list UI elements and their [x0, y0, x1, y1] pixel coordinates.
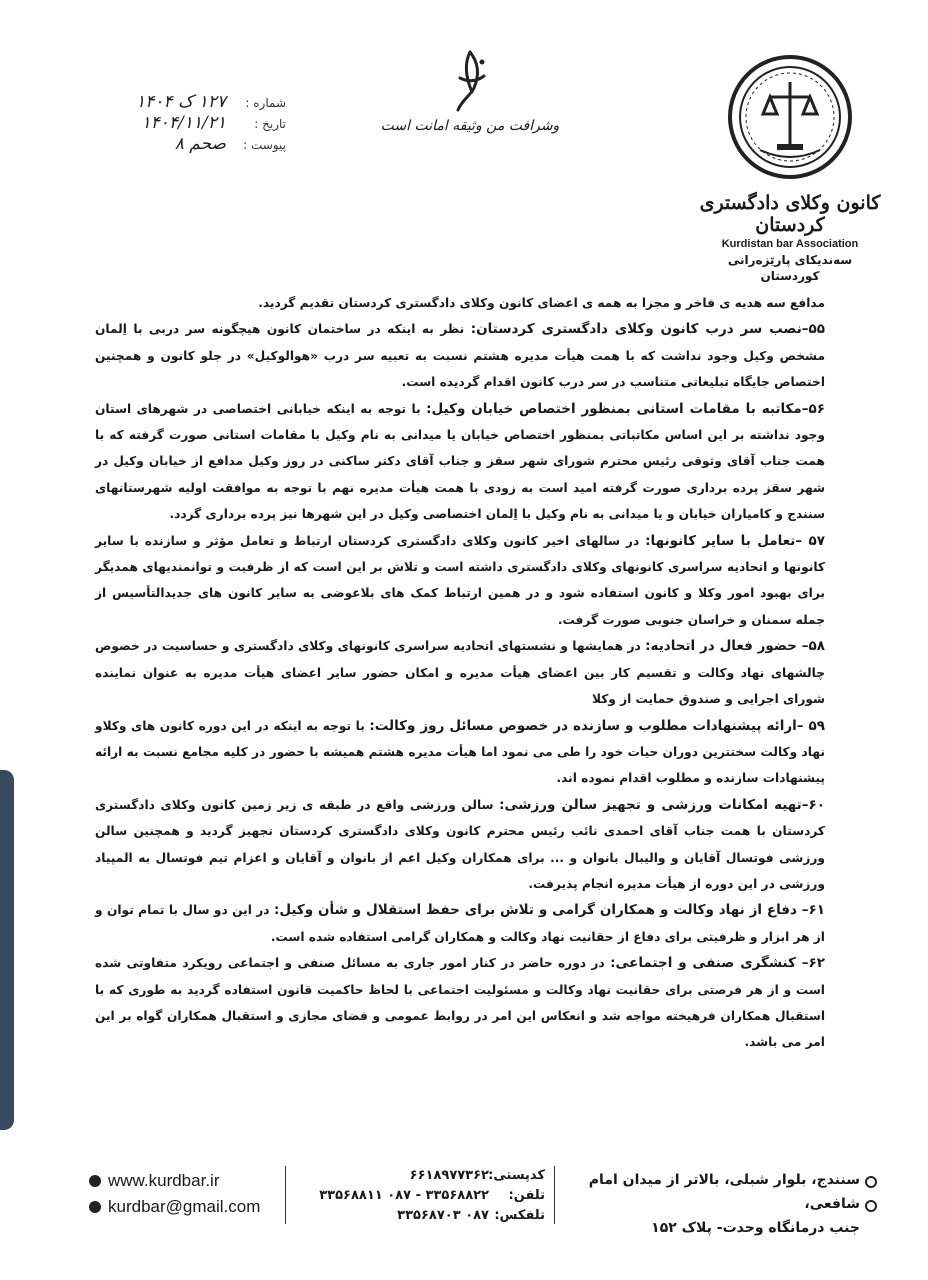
item-55-title: ۵۵–نصب سر درب کانون وکلای دادگستری کردستان:	[470, 321, 826, 338]
item-62	[95, 950, 825, 1056]
address-line2: جنب درمانگاه وحدت- پلاک ۱۵۲	[651, 1220, 860, 1236]
phone-row	[295, 1186, 545, 1206]
meta-attachment-row	[86, 134, 286, 155]
website-row	[88, 1168, 260, 1194]
meta-date-row	[86, 113, 286, 134]
item-60-title: ۶۰–تهیه امکانات ورزشی و تجهیز سالن ورزشی:	[499, 796, 825, 813]
fax-value: ۰۸۷ ۳۳۵۶۸۷۰۳	[397, 1208, 489, 1223]
item-58	[95, 633, 825, 712]
location-pin-icon	[864, 1174, 878, 1214]
postal-label: کدپستی:	[488, 1168, 545, 1183]
footer-contact	[295, 1166, 545, 1226]
website-link[interactable]: www.kurdbar.ir	[108, 1171, 220, 1190]
item-62-text: در دوره حاضر در کنار امور جاری به مسائل صنفی و اجتماعی رویکرد متفاوتی شده است و از هر فرصتی برای حقانیت نهاد وکالت و مسئولیت اجتماعی با لحاظ حاکمیت قانون استفاده گردید به طوری که با استقبال همکاران فرهیخته مواجه شد و انعکاس این امر در روابط عمومی و فضای مجازی و استقبال همکاران گواه بر این امر می باشد.	[95, 956, 825, 1050]
letter-footer	[70, 1160, 860, 1236]
item-56	[95, 396, 825, 528]
intro-paragraph: مدافع سه هدیه ی فاخر و مجزا به همه ی اعضای کانون وکلای دادگستری کردستان تقدیم گردید.	[258, 296, 825, 310]
date-label: تاریخ :	[254, 117, 286, 131]
footer-address	[560, 1168, 860, 1240]
bar-association-seal-icon	[725, 52, 855, 182]
attachment-value: صحم ۸	[174, 134, 226, 154]
postal-value: ۶۶۱۸۹۷۷۳۶۲	[409, 1168, 489, 1183]
footer-divider-left	[285, 1166, 286, 1224]
item-56-title: ۵۶–مکاتبه با مقامات استانی بمنظور اختصاص خیابان وکیل:	[426, 400, 825, 417]
motto-text: وشرافت من وثیقه امانت است	[380, 118, 560, 134]
item-57-title: ۵۷ –تعامل با سایر کانونها:	[645, 532, 825, 549]
phone-label: تلفن:	[508, 1188, 545, 1203]
org-name-en: Kurdistan bar Association	[721, 238, 859, 250]
org-name-fa: کانون وکلای دادگستری کردستان	[699, 192, 881, 236]
email-row	[88, 1194, 260, 1220]
item-58-title: ۵۸– حضور فعال در اتحادیه:	[645, 638, 825, 655]
meta-number-row	[86, 92, 286, 113]
footer-divider-right	[554, 1166, 555, 1224]
item-55	[95, 316, 825, 395]
footer-web	[88, 1168, 260, 1220]
item-59	[95, 713, 825, 792]
item-56-text: با توجه به اینکه خیابانی اختصاصی در شهرهای استان وجود نداشته بر این اساس مکاتباتی بمنظور اختصاص خیابان یا میدانی به نام وکیل با مقامات استانی صورت گرفته که با همت جناب آقای وثوقی رئیس محترم شورای شهر سقز و جناب آقای دکتر ساکنی در روز وکیل مدافع از خیابان وکیل در شهر سقز پرده برداری صورت گرفته امید است به زودی با همت هیأت مدیره نهم با توجه به موافقت اولیه شهرستانهای سنندج و کامیاران خیابان و یا میدانی به نام وکیل با اِلمان اختصاصی وکیل در این شهرها نیز پرده برداری گردد.	[95, 401, 825, 522]
item-55-text: نظر به اینکه در ساختمان کانون هیچگونه سر دربی با اِلمان مشخص وکیل وجود نداشت که با همت هیأت مدیره هشتم نسبت به تعبیه سر درب «هوالوکیل» در جلو کانون و همچنین اختصاص جایگاه تبلیغاتی متناسب در سر درب کانون اقدام گردیده است.	[95, 322, 825, 390]
item-60-text: سالن ورزشی واقع در طبقه ی زیر زمین کانون وکلای دادگستری کردستان با همت جناب آقای احمدی نائب رئیس محترم کانون وکلای دادگستری کردستان تجهیز گردید و همچنین سالن ورزشی فوتسال آقایان و والیبال بانوان و ... برای همکاران وکیل اعم از بانوان و آقایان و اعزام تیم فوتسال به المپیاد ورزشی در این دوره از هیأت مدیره انجام پذیرفت.	[95, 797, 825, 891]
attachment-label: پیوست :	[243, 138, 286, 152]
item-61-text: در این دو سال با تمام توان و از هر ابزار و ظرفیتی برای دفاع از حقانیت نهاد وکالت و همکاران گرامی استفاده شده است.	[95, 903, 825, 944]
item-58-text: در همایشها و نشستهای اتحادیه سراسری کانونهای وکلای دادگستری و حساسیت در خصوص چالشهای نهاد وکالت و تقسیم کار بین اعضای هیأت مدیره و امکان حضور سایر اعضای هیأت مدیره به عنوان نماینده شورای اجرایی و صندوق حمایت از وکلا	[95, 639, 825, 707]
org-name-ku-line1: سەندیکای پارێزەرانی	[727, 253, 853, 267]
binder-edge	[0, 770, 14, 1130]
fax-label: تلفکس:	[494, 1208, 545, 1223]
item-57	[95, 528, 825, 634]
email-link[interactable]: kurdbar@gmail.com	[108, 1197, 261, 1216]
address-line1: سنندج، بلوار شبلی، بالاتر از میدان امام شافعی،	[588, 1172, 860, 1212]
org-name-ku	[690, 252, 890, 284]
letter-body	[95, 290, 825, 1056]
motto-block	[380, 48, 560, 158]
item-59-text: با توجه به اینکه در این دوره کانون های وکلاو نهاد وکالت سختترین دوران حیات خود را طی می نمود اما هیأت مدیره هشتم همیشه با حضور در کلیه مجامع نسبت به ارائه پیشنهادات سازنده و مطلوب اقدام نموده اند.	[95, 718, 825, 786]
item-60	[95, 792, 825, 898]
email-icon	[88, 1200, 102, 1214]
number-label: شماره :	[245, 96, 286, 110]
org-logo-block	[690, 52, 890, 284]
item-57-text: در سالهای اخیر کانون وکلای دادگستری کردستان ارتباط و تعامل مؤثر و سازنده با سایر کانونها و اتحادیه سراسری کانونهای وکلای دادگستری داشته است و تلاش بر این است که از ظرفیت و توانمندیهای همدیگر برای بهبود امور وکلا و کانون استفاده شود و در همین ارتباط کمک های بلاعوضی به سایر کانون های جدیدالتأسیس از جمله سمنان و خراسان جنوبی صورت گرفت.	[95, 533, 825, 627]
item-61	[95, 897, 825, 950]
org-name-ku-line2: کوردستان	[760, 269, 820, 283]
letter-meta	[86, 92, 286, 155]
number-value: ۱۲۷ ک ۱۴۰۴	[136, 92, 226, 112]
item-62-title: ۶۲– کنشگری صنفی و اجتماعی:	[610, 955, 825, 972]
phone-value: ۳۳۵۶۸۸۲۲ - ۰۸۷ ۳۳۵۶۸۸۱۱	[319, 1188, 489, 1203]
fax-row	[295, 1206, 545, 1226]
calligraphy-emblem-icon	[440, 48, 500, 118]
globe-icon	[88, 1174, 102, 1188]
date-value: ۱۴۰۴/۱۱/۲۱	[141, 113, 226, 133]
item-59-title: ۵۹ –ارائه پیشنهادات مطلوب و سازنده در خصوص مسائل روز وکالت:	[369, 717, 825, 734]
postal-row	[295, 1166, 545, 1186]
item-61-title: ۶۱– دفاع از نهاد وکالت و همکاران گرامی و تلاش برای حفظ استقلال و شأن وکیل:	[273, 902, 826, 919]
